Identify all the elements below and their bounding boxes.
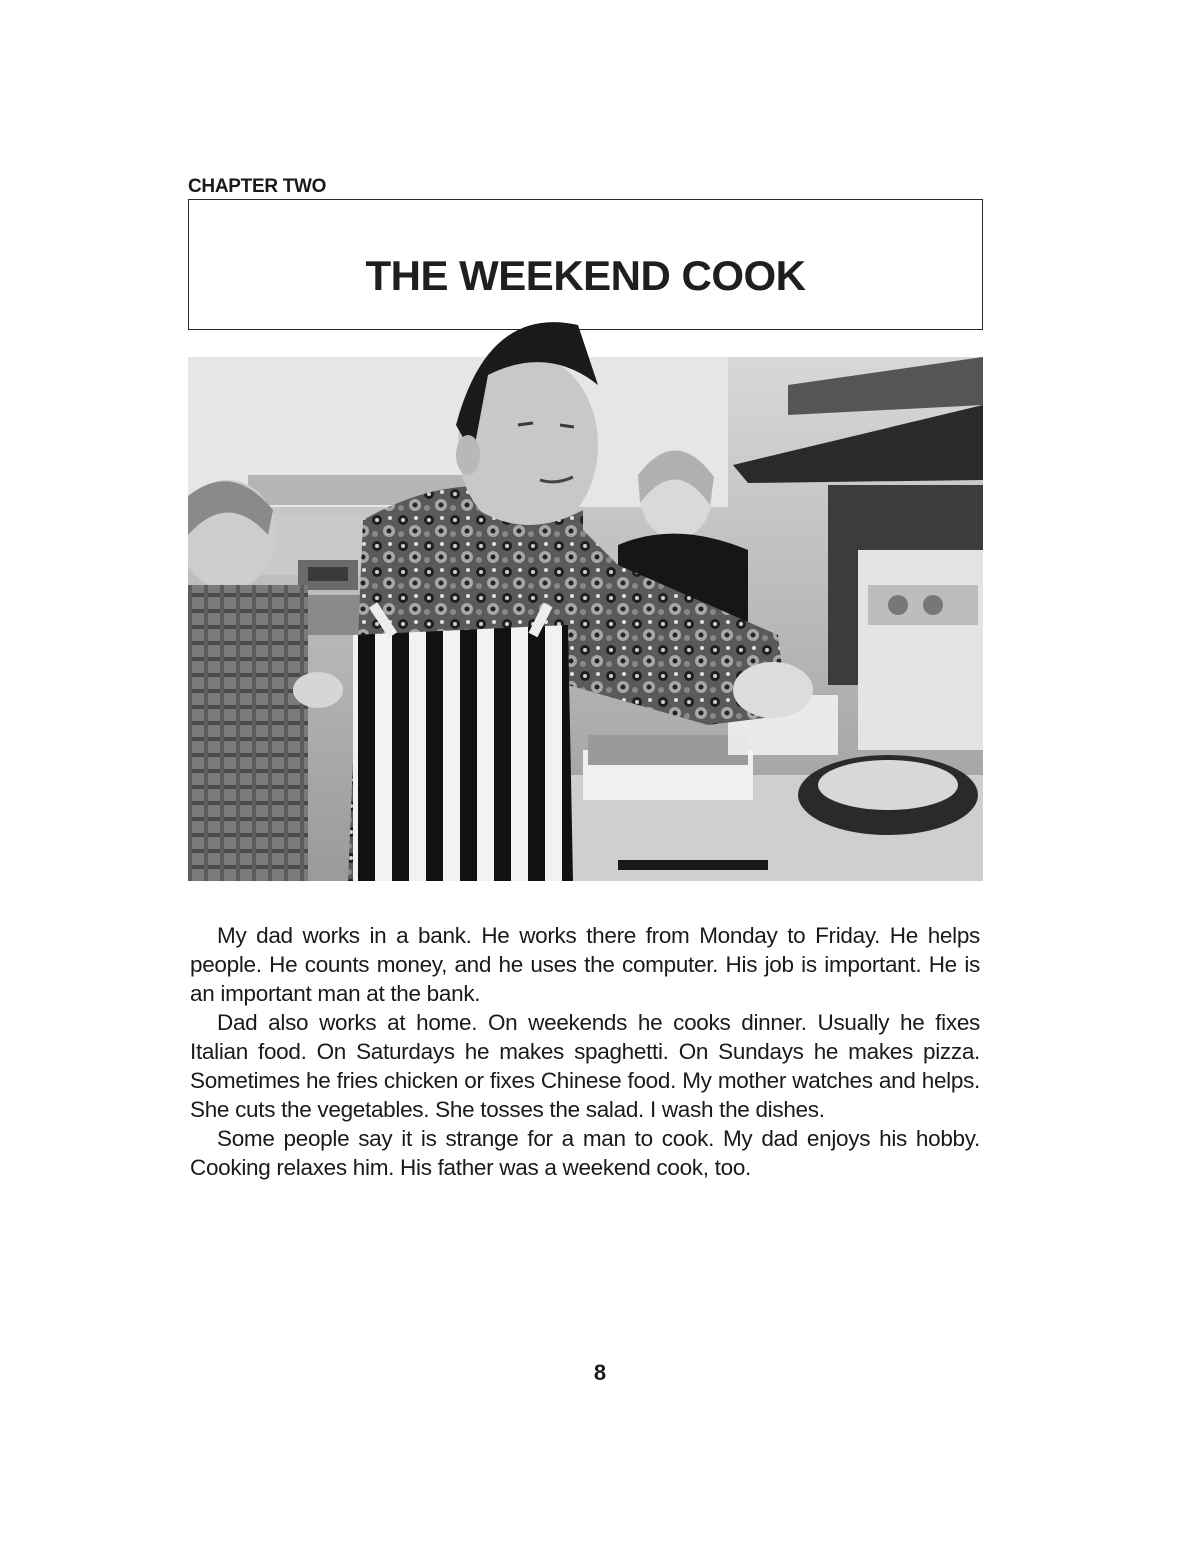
page-number: 8 xyxy=(593,1360,607,1385)
chapter-title: THE WEEKEND COOK xyxy=(365,252,806,299)
paragraph-3: Some people say it is strange for a man to cook. My dad enjoys his hobby. Cooking relaxes him. His father was a weekend cook, too. xyxy=(190,1126,980,1180)
story-text xyxy=(190,921,980,1182)
kitchen-photo xyxy=(188,305,983,881)
kitchen-cooking-photo-icon xyxy=(188,305,983,881)
paragraph-1: My dad works in a bank. He works there from Monday to Friday. He helps people. He counts money, and he uses the computer. His job is important. He is an important man at the bank. xyxy=(190,923,980,1006)
paragraph-2: Dad also works at home. On weekends he cooks dinner. Usually he fixes Italian food. On Saturdays he makes spaghetti. On Sundays he makes pizza. Sometimes he fries chicken or fixes Chinese food. My mother watches and helps. She cuts the vegetables. She tosses the salad. I wash the dishes. xyxy=(190,1010,980,1122)
chapter-label: CHAPTER TWO xyxy=(188,176,327,197)
